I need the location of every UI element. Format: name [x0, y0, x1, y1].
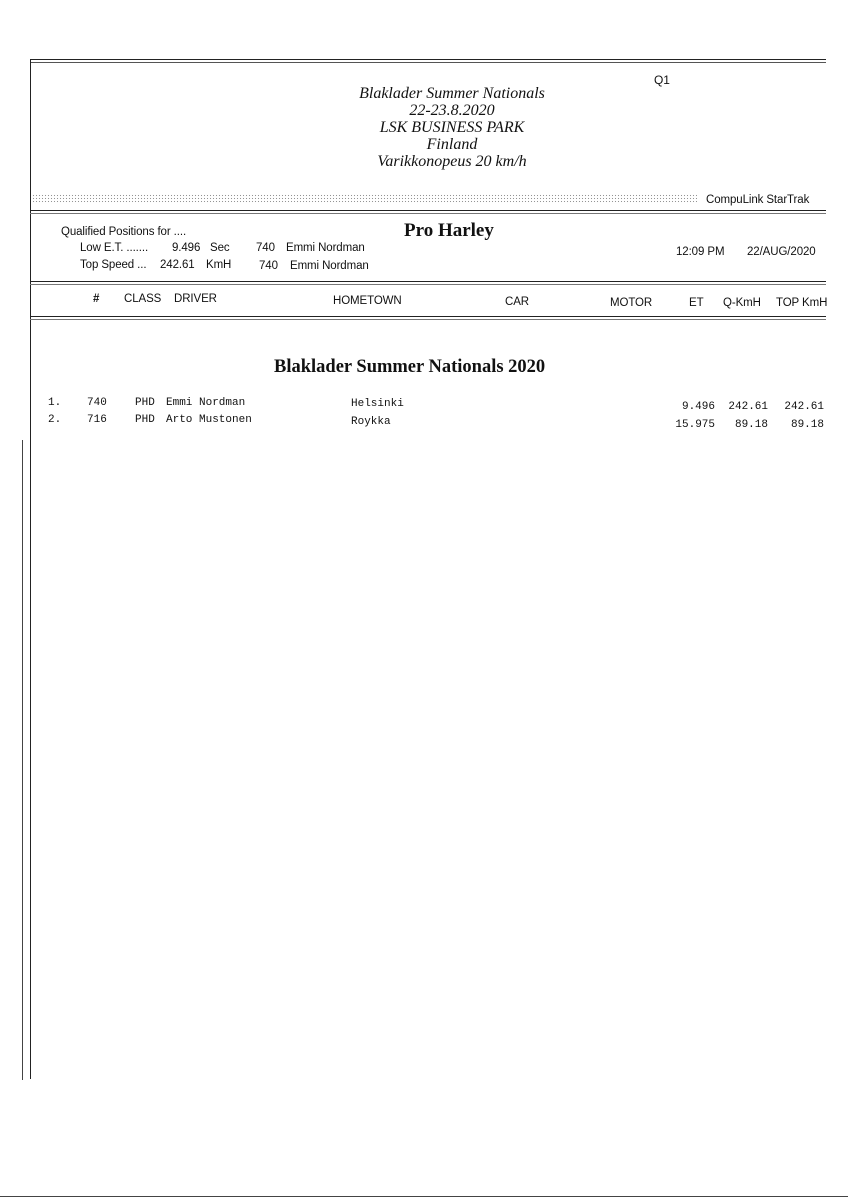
col-class: CLASS — [124, 293, 162, 305]
qualified-title: Qualified Positions for .... — [61, 226, 187, 238]
top-speed-label: Top Speed ... — [80, 259, 147, 271]
row-number: 740 — [87, 397, 107, 409]
bottom-border-line — [0, 1196, 848, 1197]
section-line-3b — [30, 319, 826, 320]
row-et: 15.975 — [675, 419, 715, 431]
row-class: PHD — [135, 397, 155, 409]
class-title: Pro Harley — [404, 220, 494, 241]
row-qkmh: 242.61 — [728, 401, 768, 413]
top-speed-value: 242.61 — [160, 259, 195, 271]
event-name: Blaklader Summer Nationals — [359, 85, 545, 102]
event-country: Finland — [426, 136, 478, 153]
event-dates: 22-23.8.2020 — [409, 102, 495, 119]
top-speed-unit: KmH — [206, 259, 232, 271]
section-title: Blaklader Summer Nationals 2020 — [274, 357, 546, 377]
low-et-driver: Emmi Nordman — [286, 242, 365, 254]
row-position: 1. — [48, 397, 62, 409]
section-line-1b — [30, 213, 826, 214]
event-venue: LSK BUSINESS PARK — [379, 119, 525, 136]
section-line-2 — [30, 281, 826, 282]
low-et-label: Low E.T. ....... — [80, 242, 149, 254]
row-topkmh: 89.18 — [790, 419, 824, 431]
left-border-line-outer — [22, 440, 23, 1080]
row-driver: Emmi Nordman — [166, 397, 246, 409]
col-hometown: HOMETOWN — [333, 295, 402, 307]
page-code: Q1 — [654, 73, 670, 87]
low-et-value: 9.496 — [172, 242, 201, 254]
top-speed-driver: Emmi Nordman — [290, 260, 369, 272]
report-time: 12:09 PM — [676, 246, 725, 258]
section-line-3 — [30, 316, 826, 317]
row-position: 2. — [48, 414, 62, 426]
col-qkmh: Q-KmH — [723, 297, 761, 309]
top-speed-number: 740 — [259, 260, 278, 272]
col-driver: DRIVER — [174, 293, 217, 305]
dotted-separator-band — [32, 194, 697, 203]
col-topkmh: TOP KmH — [776, 297, 828, 309]
low-et-number: 740 — [256, 242, 275, 254]
section-line-1 — [30, 210, 826, 211]
low-et-unit: Sec — [210, 242, 230, 254]
col-num: # — [93, 293, 100, 305]
event-header — [252, 85, 652, 170]
row-qkmh: 89.18 — [734, 419, 768, 431]
col-motor: MOTOR — [610, 297, 653, 309]
section-line-2b — [30, 284, 826, 285]
row-hometown: Helsinki — [351, 398, 404, 410]
top-border-line-inner — [30, 62, 826, 63]
row-et: 9.496 — [681, 401, 715, 413]
col-et: ET — [689, 297, 704, 309]
row-driver: Arto Mustonen — [166, 414, 252, 426]
left-border-line — [30, 59, 31, 1079]
row-class: PHD — [135, 414, 155, 426]
row-topkmh: 242.61 — [784, 401, 824, 413]
col-car: CAR — [505, 296, 529, 308]
row-hometown: Roykka — [351, 416, 391, 428]
report-date: 22/AUG/2020 — [747, 246, 816, 258]
event-pit-speed: Varikkonopeus 20 km/h — [377, 153, 527, 170]
top-border-line — [30, 59, 826, 60]
row-number: 716 — [87, 414, 107, 426]
system-label: CompuLink StarTrak — [706, 194, 810, 206]
